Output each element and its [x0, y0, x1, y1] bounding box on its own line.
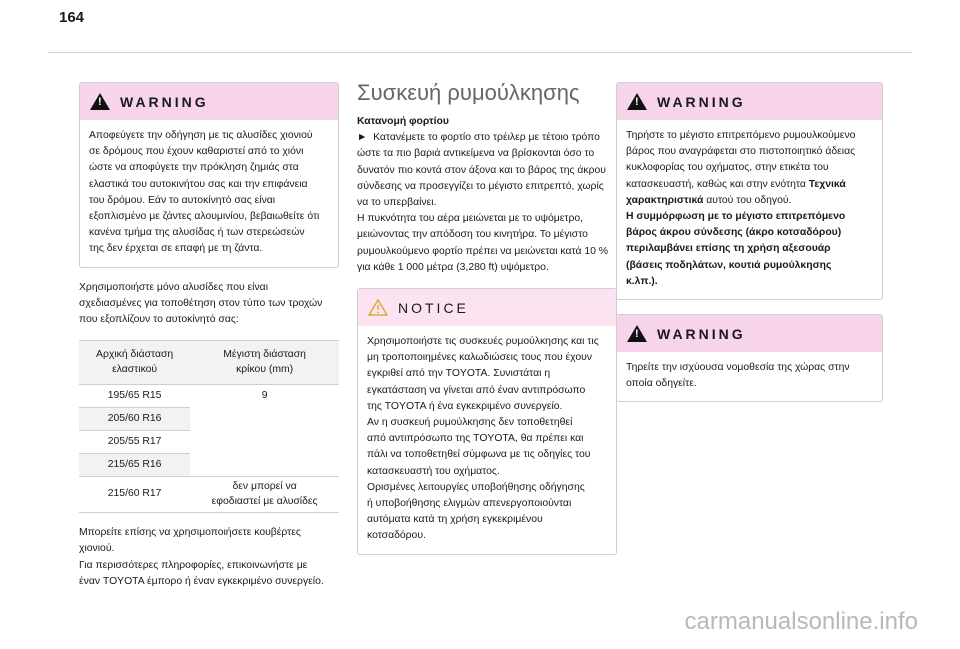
page-number: 164	[59, 9, 85, 26]
warning-header	[80, 83, 338, 120]
column-2	[357, 82, 617, 555]
text-line: αυτόματα κατά τη χρήση εγκεκριμένου	[367, 514, 543, 526]
header-line: Μέγιστη διάσταση	[223, 349, 306, 361]
text-line: χιονιού.	[79, 543, 115, 555]
text-line: Χρησιμοποιήστε τις συσκευές ρυμούλκησης και τις	[367, 336, 599, 348]
text-line	[357, 130, 617, 146]
notice-triangle-icon	[368, 299, 388, 316]
watermark: carmanualsonline.info	[684, 608, 918, 635]
warning-triangle-icon	[90, 93, 110, 110]
warning-text	[617, 120, 882, 299]
text-line: Αν η συσκευή ρυμούλκησης δεν τοποθετηθεί	[367, 417, 573, 429]
link-size-cell	[190, 477, 339, 513]
text-line: κοτσαδόρου.	[367, 530, 426, 542]
warning-title: WARNING	[657, 325, 746, 342]
text-line: βάρος άκρου σύνδεσης (άκρο κοτσαδόρου)	[626, 227, 842, 239]
text-line: ελαστικά του αυτοκινήτου σας και την επιφάνεια	[89, 178, 308, 190]
text-line: οποία οδηγείτε.	[626, 378, 697, 390]
text-line: Για περισσότερες πληροφορίες, επικοινωνήστε με	[79, 559, 308, 571]
text-line: σε δρόμους που έχουν καθαριστεί από το χιόνι	[89, 146, 304, 158]
tyre-size-cell: 195/65 R15	[79, 385, 190, 408]
text-line: Τηρείτε την ισχύουσα νομοθεσία της χώρας στην	[626, 362, 850, 374]
text-line: μειώνοντας την απόδοση του κινητήρα. Το μέγιστο	[357, 229, 588, 241]
tyre-size-cell: 215/65 R16	[79, 454, 190, 477]
header-rule	[48, 52, 912, 53]
text-line: του δρόμου. Εάν το αυτοκίνητό σας είναι	[89, 194, 276, 206]
warning-title: WARNING	[120, 93, 209, 110]
text-line: (βάσεις ποδηλάτων, κουτιά ρυμούλκησης	[626, 259, 832, 271]
text-line: ή υποβοήθησης ελιγμών απενεργοποιούνται	[367, 498, 572, 510]
tyre-size-cell: 205/60 R16	[79, 408, 190, 431]
header-line: ελαστικού	[112, 363, 158, 375]
text-line: Ορισμένες λειτουργίες υποβοήθησης οδήγησης	[367, 481, 585, 493]
notice-header	[358, 289, 616, 326]
text-line: Τηρήστε το μέγιστο επιτρεπόμενο ρυμουλκούμενο	[626, 130, 856, 141]
warning-text	[617, 352, 882, 401]
warning-header	[617, 315, 882, 352]
text-line: ώστε τα πιο βαριά αντικείμενα να βρίσκονται όσο το	[357, 148, 595, 160]
text-line: βάρος που αναγράφεται στο πιστοποιητικό άδειας	[626, 146, 856, 158]
bold-span: Τεχνικά	[808, 178, 846, 190]
text-line: κατασκευαστή του οχήματος.	[367, 465, 500, 477]
text-line: κ.λπ.).	[626, 275, 658, 287]
text-line: Η πυκνότητα του αέρα μειώνεται με το υψόμετρο,	[357, 213, 584, 225]
notice-title: NOTICE	[398, 299, 469, 316]
warning-box-towing-weight	[616, 82, 883, 300]
chains-intro	[79, 280, 339, 329]
text-line: σύνδεσης να προσεγγίζει το μέγιστο επιτρεπτό, χωρίς	[357, 180, 604, 192]
text-line: πάλι να τοποθετηθεί σύμφωνα με τις οδηγίες του	[367, 449, 591, 461]
text-line: ώστε να αποφύγετε την πρόκληση ζημιάς στα	[89, 162, 299, 174]
header-line: κρίκου (mm)	[236, 363, 294, 375]
text-line: για κάθε 1 000 μέτρα (3,280 ft) υψόμετρο.	[357, 261, 549, 273]
table-row	[79, 385, 339, 408]
section-heading: Συσκευή ρυμούλκησης	[357, 80, 580, 105]
text-line: από αντιπρόσωπο της TOYOTA, θα πρέπει και	[367, 433, 584, 445]
text-span: κατασκευαστή, καθώς και στην ενότητα	[626, 178, 809, 190]
table-header-row	[79, 341, 339, 385]
warning-box-legislation	[616, 314, 883, 402]
tyre-size-cell: 215/60 R17	[79, 477, 190, 513]
text-line: κανένα τμήμα της αλυσίδας ή των στερεώσεών	[89, 227, 305, 239]
column-3	[616, 82, 883, 402]
table-header-link-size	[190, 341, 339, 385]
towing-text	[357, 130, 617, 276]
warning-title: WARNING	[657, 93, 746, 110]
warning-text	[80, 120, 338, 267]
cell-line: δεν μπορεί να	[232, 481, 297, 493]
text-line: εγκατάσταση να γίνεται από έναν αντιπρόσωπο	[367, 384, 586, 396]
chains-outro	[79, 525, 339, 590]
text-line: σχεδιασμένες για τοποθέτηση στον τύπο των τροχών	[79, 297, 323, 309]
header-line: Αρχική διάσταση	[96, 349, 174, 361]
text-line: εγκριθεί από την TOYOTA. Συνιστάται η	[367, 368, 551, 380]
text-line: της TOYOTA ή ένα εγκεκριμένο συνεργείο.	[367, 400, 563, 412]
text-line: Η συμμόρφωση με το μέγιστο επιτρεπόμενο	[626, 211, 846, 223]
text-span: Κατανέμετε το φορτίο στο τρέιλερ με τέτοιο τρόπο	[373, 132, 600, 144]
cell-line: εφοδιαστεί με αλυσίδες	[211, 495, 318, 507]
text-line: έναν TOYOTA έμπορο ή έναν εγκεκριμένο συνεργείο.	[79, 575, 324, 587]
text-line	[626, 193, 873, 209]
warning-triangle-icon	[627, 325, 647, 342]
text-line: εξοπλισμένο με ζάντες αλουμινίου, βεβαιωθείτε ότι	[89, 211, 320, 223]
text-span: αυτού του οδηγού.	[703, 194, 792, 206]
text-line: κυκλοφορίας του οχήματος, στην ετικέτα του	[626, 162, 829, 174]
text-line: να το υπερβαίνει.	[357, 197, 437, 209]
text-line: δυνατόν πιο κοντά στον άξονα και το βάρος της άκρου	[357, 164, 606, 176]
link-size-cell: 9	[190, 385, 339, 477]
warning-box-chains	[79, 82, 339, 268]
text-line: που εξοπλίζουν το αυτοκίνητό σας:	[79, 314, 239, 326]
bullet-icon: ►	[357, 132, 368, 144]
text-line: ρυμουλκούμενο φορτίο πρέπει να μειώνεται κατά 10 %	[357, 245, 609, 257]
tyre-size-cell: 205/55 R17	[79, 431, 190, 454]
table-header-tyre-size	[79, 341, 190, 385]
warning-header	[617, 83, 882, 120]
text-line: της δεν έρχεται σε επαφή με τη ζάντα.	[89, 243, 263, 255]
tyre-chain-table	[79, 340, 339, 513]
notice-box-towbar	[357, 288, 617, 555]
text-line	[626, 177, 873, 193]
subheading: Κατανομή φορτίου	[357, 116, 449, 127]
warning-triangle-icon	[627, 93, 647, 110]
text-line: Μπορείτε επίσης να χρησιμοποιήσετε κουβέρτες	[79, 527, 301, 539]
text-line: περιλαμβάνει επίσης τη χρήση αξεσουάρ	[626, 243, 831, 255]
table-row	[79, 477, 339, 513]
bold-span: χαρακτηριστικά	[626, 194, 704, 206]
text-line: Χρησιμοποιήστε μόνο αλυσίδες που είναι	[79, 281, 268, 293]
notice-text	[358, 326, 616, 554]
text-line: Αποφεύγετε την οδήγηση με τις αλυσίδες χιονιού	[89, 130, 313, 141]
text-line: μη τροποποιημένες καλωδιώσεις τους που έχουν	[367, 352, 593, 364]
column-1	[79, 82, 339, 590]
